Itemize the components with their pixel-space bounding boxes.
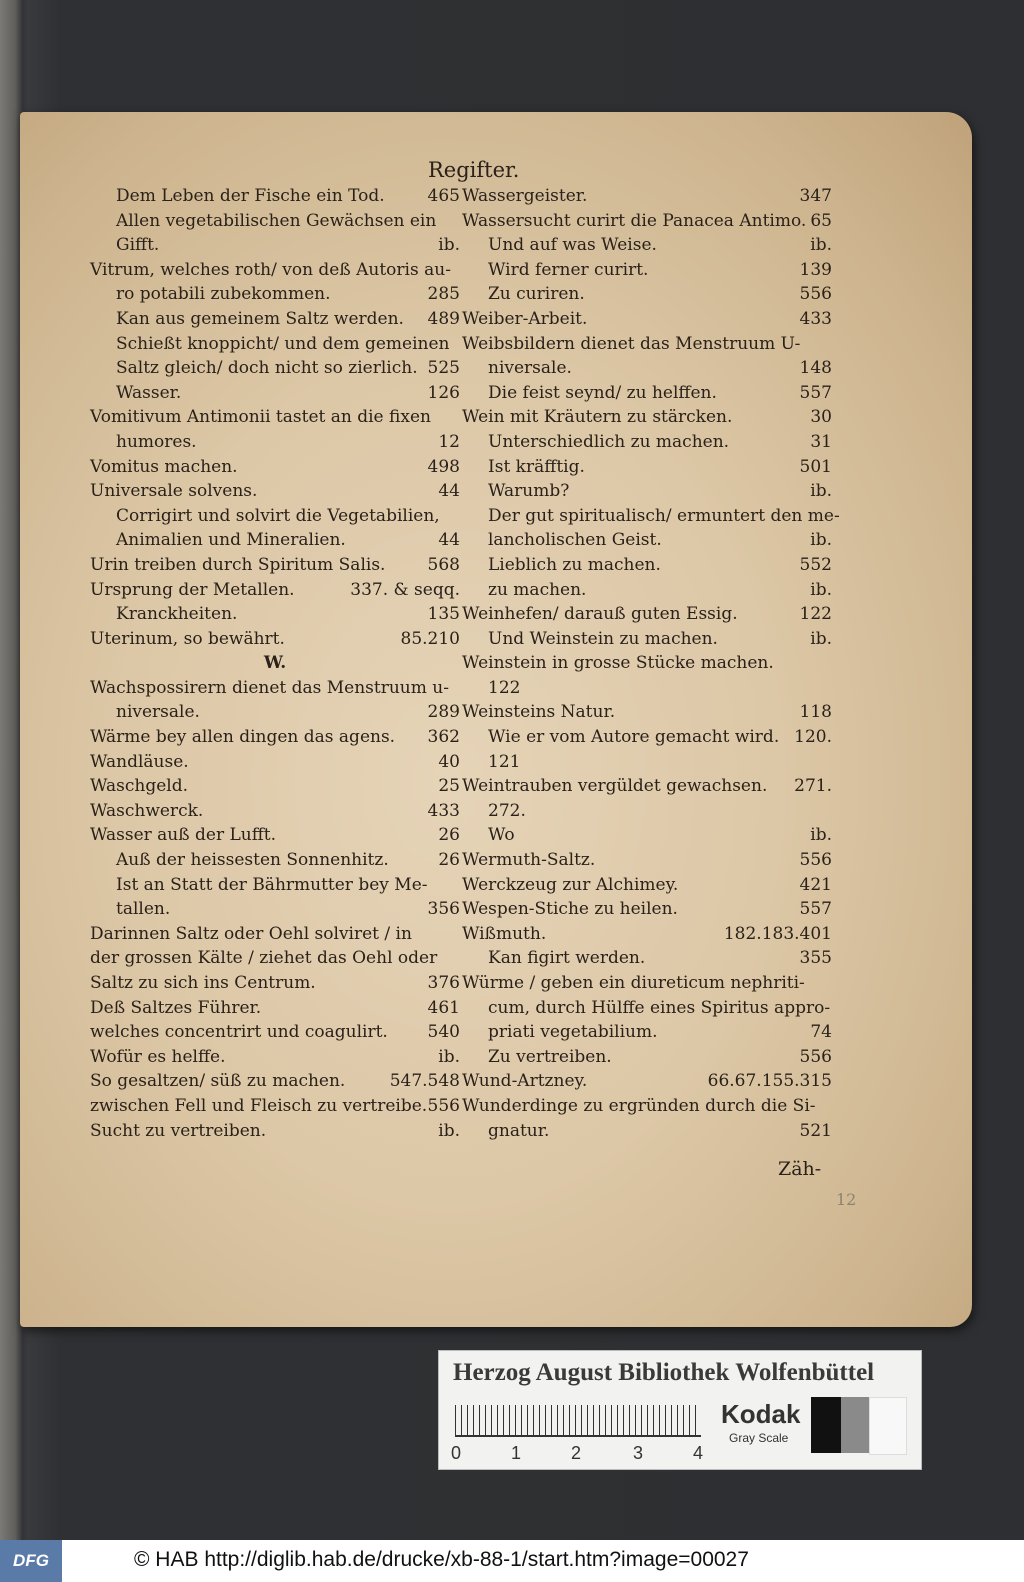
index-entry-text: Weiber-Arbeit. bbox=[462, 308, 588, 329]
index-entry-text: Wassersucht curirt die Panacea Antimo. bbox=[462, 210, 807, 231]
index-entry-text: Corrigirt und solvirt die Vegetabilien, bbox=[116, 505, 440, 526]
index-entry-text: welches concentrirt und coagulirt. bbox=[90, 1022, 388, 1043]
index-entry-page-number: ib. bbox=[810, 235, 832, 256]
index-entry-page-number: ib. bbox=[438, 1120, 460, 1141]
index-entry bbox=[462, 971, 832, 996]
index-entry bbox=[90, 848, 460, 873]
index-entry bbox=[462, 725, 832, 750]
kodak-brand: Kodak bbox=[721, 1399, 801, 1429]
index-entry bbox=[90, 184, 460, 209]
index-entry bbox=[90, 725, 460, 750]
index-column-left bbox=[90, 184, 460, 1143]
index-entry bbox=[90, 946, 460, 971]
library-color-chart bbox=[438, 1350, 922, 1470]
index-entry bbox=[90, 553, 460, 578]
index-entry bbox=[462, 455, 832, 480]
index-entry-text: Weinhefen/ darauß guten Essig. bbox=[462, 604, 738, 625]
index-entry-page-number: 337. & seqq. bbox=[350, 579, 460, 600]
index-entry-text: Vomitivum Antimonii tastet an die fixen bbox=[90, 407, 431, 428]
index-entry-page-number: 556 bbox=[799, 1046, 832, 1067]
index-entry bbox=[462, 578, 832, 603]
index-entry bbox=[462, 897, 832, 922]
index-entry-text: Wassergeister. bbox=[462, 186, 588, 206]
index-entry-page-number: 433 bbox=[799, 308, 832, 329]
index-entry-text: gnatur. bbox=[488, 1120, 550, 1141]
index-entry-text: Weinstein in grosse Stücke machen. bbox=[462, 653, 774, 674]
index-entry-text: Ist kräfftig. bbox=[488, 456, 585, 477]
index-entry bbox=[462, 627, 832, 652]
index-entry bbox=[90, 405, 460, 430]
gray-patch-black bbox=[811, 1397, 841, 1453]
index-entry-page-number: 289 bbox=[427, 702, 460, 723]
index-entry bbox=[462, 184, 832, 209]
index-entry-text: humores. bbox=[116, 431, 197, 452]
index-entry-text: Wo bbox=[488, 825, 515, 846]
index-entry-page-number: 148 bbox=[799, 358, 832, 379]
index-entry-page-number: 355 bbox=[799, 948, 832, 969]
index-entry-text: Universale solvens. bbox=[90, 481, 258, 502]
index-entry bbox=[90, 996, 460, 1021]
index-entry-text: Wund-Artzney. bbox=[462, 1071, 588, 1092]
index-entry bbox=[90, 873, 460, 898]
index-entry-page-number: 44 bbox=[438, 530, 460, 551]
index-entry-text: Wespen-Stiche zu heilen. bbox=[462, 899, 678, 920]
index-entry-page-number: 540 bbox=[427, 1022, 460, 1043]
index-entry bbox=[90, 233, 460, 258]
index-entry-text: Lieblich zu machen. bbox=[488, 554, 661, 575]
index-entry-page-number: 556 bbox=[799, 850, 832, 871]
index-entry bbox=[462, 848, 832, 873]
index-entry-page-number: 465 bbox=[427, 186, 460, 206]
index-entry-page-number: 557 bbox=[799, 899, 832, 920]
index-entry-text: Wofür es helffe. bbox=[90, 1046, 226, 1067]
index-entry-text: priati vegetabilium. bbox=[488, 1022, 658, 1043]
index-entry-page-number: 501 bbox=[799, 456, 832, 477]
index-entry bbox=[90, 332, 460, 357]
index-entry-page-number: 271. bbox=[794, 776, 832, 797]
index-entry bbox=[90, 799, 460, 824]
index-entry bbox=[462, 1119, 832, 1144]
left-page-edge bbox=[0, 0, 22, 1540]
index-entry-page-number: 85.210 bbox=[400, 628, 460, 649]
index-entry-text: Wie er vom Autore gemacht wird. bbox=[488, 727, 780, 748]
page-header: Regifter. bbox=[428, 158, 520, 182]
index-entry bbox=[90, 356, 460, 381]
index-entry bbox=[90, 823, 460, 848]
index-entry-text: Auß der heissesten Sonnenhitz. bbox=[116, 850, 389, 871]
index-entry bbox=[90, 430, 460, 455]
index-entry-page-number: 66.67.155.315 bbox=[707, 1071, 832, 1092]
index-entry bbox=[462, 676, 832, 701]
index-entry-page-number: 135 bbox=[427, 604, 460, 625]
index-entry-page-number: 26 bbox=[438, 825, 460, 846]
index-entry-text: Warumb? bbox=[488, 481, 570, 502]
index-entry-text: der grossen Kälte / ziehet das Oehl oder bbox=[90, 948, 438, 969]
index-entry-text: Würme / geben ein diureticum nephriti- bbox=[462, 973, 805, 993]
index-entry bbox=[90, 922, 460, 947]
index-entry bbox=[462, 996, 832, 1021]
index-entry-text: cum, durch Hülffe eines Spiritus appro- bbox=[488, 997, 831, 1018]
index-entry-text: Weibsbildern dienet das Menstruum U- bbox=[462, 333, 801, 354]
index-entry-text: Wird ferner curirt. bbox=[488, 259, 649, 280]
index-entry bbox=[462, 528, 832, 553]
index-entry-page-number: 30 bbox=[810, 407, 832, 428]
index-entry bbox=[90, 897, 460, 922]
index-entry-page-number: 182.183.401 bbox=[723, 923, 832, 944]
index-entry-page-number: 362 bbox=[427, 727, 460, 748]
index-entry-page-number: 421 bbox=[799, 874, 832, 895]
index-entry bbox=[462, 233, 832, 258]
index-entry-text: Ursprung der Metallen. bbox=[90, 579, 295, 600]
index-entry bbox=[90, 602, 460, 627]
index-entry-page-number: 26 bbox=[438, 850, 460, 871]
pencil-mark: 12 bbox=[836, 1190, 857, 1209]
index-entry bbox=[90, 651, 460, 676]
index-entry-text: zu machen. bbox=[488, 579, 587, 600]
index-entry-page-number: ib. bbox=[438, 235, 460, 256]
index-entry-page-number: ib. bbox=[810, 628, 832, 649]
index-entry-page-number: 122 bbox=[799, 604, 832, 625]
index-entry-text: Wachspossirern dienet das Menstruum u- bbox=[90, 677, 449, 698]
index-entry-text: Wärme bey allen dingen das agens. bbox=[90, 727, 396, 748]
index-entry bbox=[90, 282, 460, 307]
index-entry-page-number: 547.548 bbox=[389, 1071, 460, 1092]
index-entry-page-number: 118 bbox=[799, 702, 832, 723]
index-entry-page-number: 285 bbox=[427, 284, 460, 305]
index-entry bbox=[462, 1020, 832, 1045]
index-entry bbox=[462, 332, 832, 357]
index-entry bbox=[462, 258, 832, 283]
index-entry-text: ro potabili zubekommen. bbox=[116, 284, 331, 305]
index-entry-text: Zu curiren. bbox=[488, 284, 585, 305]
index-entry-text: Und auf was Weise. bbox=[488, 235, 657, 256]
gray-patch-light bbox=[869, 1397, 907, 1455]
index-entry-text: Vomitus machen. bbox=[90, 456, 238, 477]
index-entry-page-number: 44 bbox=[438, 481, 460, 502]
index-entry-text: Allen vegetabilischen Gewächsen ein bbox=[116, 210, 437, 231]
index-entry-page-number: ib. bbox=[810, 579, 832, 600]
index-entry-text: Wandläuse. bbox=[90, 751, 189, 772]
index-entry-text: Dem Leben der Fische ein Tod. bbox=[116, 186, 385, 206]
index-entry bbox=[90, 455, 460, 480]
index-column-right bbox=[462, 184, 840, 1143]
index-entry bbox=[462, 282, 832, 307]
index-entry bbox=[90, 1119, 460, 1144]
index-entry-page-number: ib. bbox=[810, 825, 832, 846]
index-entry-text: Schießt knoppicht/ und dem gemeinen bbox=[116, 333, 450, 354]
ruler-number: 2 bbox=[571, 1443, 582, 1463]
index-entry-text: Die feist seynd/ zu helffen. bbox=[488, 382, 717, 403]
index-entry-text: 272. bbox=[488, 800, 526, 821]
index-entry-page-number: 40 bbox=[438, 751, 460, 772]
index-entry-text: Wasser auß der Lufft. bbox=[90, 825, 277, 846]
index-entry bbox=[462, 602, 832, 627]
index-entry-text: Vitrum, welches roth/ von deß Autoris au- bbox=[90, 259, 451, 280]
index-entry-text: Deß Saltzes Führer. bbox=[90, 997, 262, 1018]
index-entry bbox=[462, 430, 832, 455]
index-entry bbox=[90, 258, 460, 283]
index-entry bbox=[90, 504, 460, 529]
index-entry-page-number: 489 bbox=[427, 308, 460, 329]
index-entry-text: Wasser. bbox=[116, 382, 182, 403]
index-entry-page-number: 376 bbox=[427, 973, 460, 993]
index-entry bbox=[90, 1069, 460, 1094]
gray-patch-mid bbox=[841, 1397, 869, 1453]
index-entry bbox=[462, 209, 832, 234]
index-entry bbox=[90, 700, 460, 725]
index-entry bbox=[462, 1069, 832, 1094]
index-entry bbox=[462, 799, 832, 824]
index-entry bbox=[90, 627, 460, 652]
index-entry-text: Weinsteins Natur. bbox=[462, 702, 616, 723]
index-entry-text: zwischen Fell und Fleisch zu vertreibe. bbox=[90, 1095, 428, 1116]
index-entry-text: Wißmuth. bbox=[462, 923, 547, 944]
index-entry-text: Saltz zu sich ins Centrum. bbox=[90, 973, 316, 993]
index-entry-text: Zu vertreiben. bbox=[488, 1046, 612, 1067]
ruler-number: 1 bbox=[511, 1443, 522, 1463]
library-name: Herzog August Bibliothek Wolfenbüttel bbox=[453, 1359, 875, 1386]
index-entry bbox=[462, 356, 832, 381]
index-entry bbox=[90, 1020, 460, 1045]
index-entry-text: Darinnen Saltz oder Oehl solviret / in bbox=[90, 923, 412, 944]
index-entry bbox=[90, 971, 460, 996]
index-entry bbox=[462, 479, 832, 504]
index-entry-text: Urin treiben durch Spiritum Salis. bbox=[90, 554, 386, 575]
index-entry-text: Unterschiedlich zu machen. bbox=[488, 431, 730, 452]
index-entry-page-number: ib. bbox=[810, 530, 832, 551]
dfg-logo: DFG bbox=[0, 1540, 62, 1582]
index-entry bbox=[462, 651, 832, 676]
index-entry-page-number: 74 bbox=[810, 1022, 832, 1043]
index-entry-page-number: 557 bbox=[799, 382, 832, 403]
index-entry-text: Wein mit Kräutern zu stärcken. bbox=[462, 407, 733, 428]
index-entry-page-number: 521 bbox=[799, 1120, 832, 1141]
index-entry bbox=[462, 1045, 832, 1070]
index-entry bbox=[462, 504, 840, 529]
index-entry-text: Wermuth-Saltz. bbox=[462, 850, 596, 871]
index-entry bbox=[462, 946, 832, 971]
index-entry-page-number: 65 bbox=[810, 210, 832, 231]
index-entry-text: Saltz gleich/ doch nicht so zierlich. bbox=[116, 358, 418, 379]
index-entry-text: 122 bbox=[488, 677, 521, 698]
footer-url[interactable]: © HAB http://diglib.hab.de/drucke/xb-88-1/start.htm?image=00027 bbox=[134, 1548, 749, 1571]
index-entry-text: tallen. bbox=[116, 899, 171, 920]
index-entry-page-number: 433 bbox=[427, 800, 460, 821]
index-entry bbox=[90, 750, 460, 775]
index-entry bbox=[90, 307, 460, 332]
ruler-number: 0 bbox=[451, 1443, 462, 1463]
index-entry-page-number: 139 bbox=[799, 259, 832, 280]
index-entry-page-number: 126 bbox=[427, 382, 460, 403]
index-entry-text: Kan aus gemeinem Saltz werden. bbox=[116, 308, 404, 329]
index-entry-page-number: 31 bbox=[810, 431, 832, 452]
index-entry-text: Und Weinstein zu machen. bbox=[488, 628, 718, 649]
index-entry bbox=[462, 1094, 832, 1119]
index-entry-page-number: 120. bbox=[794, 727, 832, 748]
index-entry-text: Waschwerck. bbox=[90, 800, 204, 821]
index-entry-page-number: 498 bbox=[427, 456, 460, 477]
index-entry-page-number: 347 bbox=[799, 186, 832, 206]
index-entry-text: Sucht zu vertreiben. bbox=[90, 1120, 267, 1141]
index-entry-text: Uterinum, so bewährt. bbox=[90, 628, 285, 649]
index-entry bbox=[462, 405, 832, 430]
index-entry bbox=[90, 1094, 460, 1119]
index-entry-page-number: 356 bbox=[427, 899, 460, 920]
index-entry bbox=[90, 528, 460, 553]
index-entry bbox=[90, 381, 460, 406]
index-entry bbox=[462, 307, 832, 332]
index-entry-page-number: 556 bbox=[427, 1095, 460, 1116]
index-entry-text: Waschgeld. bbox=[90, 776, 188, 797]
index-entry bbox=[462, 873, 832, 898]
index-entry-text: Wunderdinge zu ergründen durch die Si- bbox=[462, 1095, 816, 1116]
index-entry-text: Ist an Statt der Bährmutter bey Me- bbox=[116, 874, 428, 895]
index-entry-page-number: 556 bbox=[799, 284, 832, 305]
index-entry bbox=[90, 774, 460, 799]
index-entry-page-number: 12 bbox=[438, 431, 460, 452]
index-entry-text: niversale. bbox=[116, 702, 200, 723]
index-entry-text: Der gut spiritualisch/ ermuntert den me- bbox=[488, 505, 840, 526]
index-entry-text: Werckzeug zur Alchimey. bbox=[462, 874, 679, 895]
index-entry-text: niversale. bbox=[488, 358, 572, 379]
index-entry-page-number: 552 bbox=[799, 554, 832, 575]
index-entry-page-number: ib. bbox=[438, 1046, 460, 1067]
index-entry-text: So gesaltzen/ süß zu machen. bbox=[90, 1071, 346, 1092]
index-entry-text: Weintrauben vergüldet gewachsen. bbox=[462, 776, 768, 797]
index-entry bbox=[462, 553, 832, 578]
index-entry-text: Kranckheiten. bbox=[116, 604, 238, 625]
ruler-scale bbox=[455, 1405, 701, 1437]
index-entry-text: Kan figirt werden. bbox=[488, 948, 646, 969]
index-entry bbox=[462, 381, 832, 406]
index-entry-text: lancholischen Geist. bbox=[488, 530, 662, 551]
index-entry bbox=[462, 700, 832, 725]
index-entry bbox=[462, 750, 832, 775]
index-entry-text: Animalien und Mineralien. bbox=[116, 530, 346, 551]
index-entry bbox=[90, 1045, 460, 1070]
gray-scale-label: Gray Scale bbox=[729, 1431, 789, 1445]
index-entry bbox=[90, 676, 460, 701]
index-entry bbox=[90, 209, 460, 234]
index-entry-page-number: 25 bbox=[438, 776, 460, 797]
index-entry-page-number: 568 bbox=[427, 554, 460, 575]
index-entry-text: Gifft. bbox=[116, 235, 160, 256]
index-entry bbox=[90, 479, 460, 504]
index-entry-page-number: ib. bbox=[810, 481, 832, 502]
index-entry bbox=[462, 823, 832, 848]
index-entry-text: 121 bbox=[488, 751, 521, 772]
ruler-number: 4 bbox=[693, 1443, 704, 1463]
index-entry-page-number: 525 bbox=[427, 358, 460, 379]
index-entry bbox=[462, 774, 832, 799]
catchword: Zäh- bbox=[778, 1158, 822, 1180]
index-entry bbox=[462, 922, 832, 947]
ruler-number: 3 bbox=[633, 1443, 644, 1463]
index-entry-text: W. bbox=[263, 653, 287, 674]
index-entry bbox=[90, 578, 460, 603]
index-entry-page-number: 461 bbox=[427, 997, 460, 1018]
